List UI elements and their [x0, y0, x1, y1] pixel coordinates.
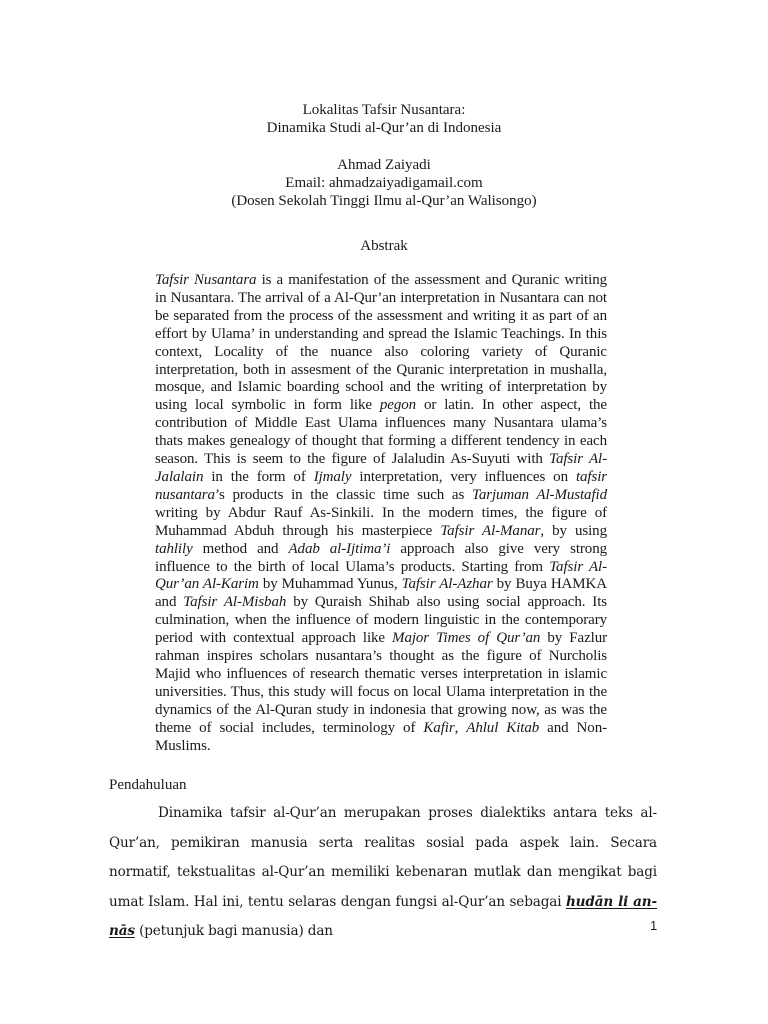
abstract-italic: tafsir nusantara — [155, 468, 608, 503]
abstract-italic: pegon — [379, 397, 417, 414]
author-affiliation: (Dosen Sekolah Tinggi Ilmu al-Qur’an Walisongo) — [231, 193, 537, 209]
abstract-text: writing by Abdur Rauf As-Sinkili. In the modern times, the figure of Muhammad Abduh through his masterpiece — [155, 504, 607, 539]
abstract-italic: Adab al-Ijtima’i — [288, 540, 391, 557]
abstract-italic: tahlily — [155, 540, 193, 557]
abstract-text: by Fazlur rahman inspires scholars nusantara’s thought as the figure of Nurcholis Majid who influences of research thematic verses interpretation in islamic universities. Thus, this study will focus on local Ulama interpretation in the dynamics of the Al-Quran study in indonesia that growing now, as was the theme of social includes, terminology of — [155, 630, 607, 736]
abstract-text: by Quraish Shihab also using social approach. Its culmination, when the influence of modern linguistic in the contemporary period with contextual approach like — [155, 594, 607, 647]
abstract-italic: Ijmaly — [313, 468, 352, 485]
abstract-italic: Tafsir Al-Misbah — [183, 594, 287, 611]
abstract-heading: Abstrak — [360, 238, 408, 254]
abstract-italic: Tafsir Al-Azhar — [401, 576, 493, 593]
abstract-text: in the form of — [203, 468, 314, 485]
intro-text: (petunjuk bagi manusia) dan — [134, 923, 333, 939]
abstract-text: by Buya HAMKA and — [155, 576, 607, 611]
abstract-italic: Kafir — [423, 719, 455, 736]
abstract-italic: Tarjuman Al-Mustafid — [471, 486, 607, 503]
abstract-text: , — [454, 719, 467, 736]
abstract-italic: Tafsir Al-Manar — [440, 522, 541, 539]
abstract-italic: Major Times of Qur’an — [392, 630, 541, 647]
title-line-1: Lokalitas Tafsir Nusantara: — [302, 102, 466, 118]
abstract-italic: Tafsir Al-Qur’an Al-Karim — [155, 558, 607, 593]
section-heading: Pendahuluan — [109, 777, 187, 793]
abstract-text: interpretation, very influences on — [351, 468, 576, 485]
abstract-italic: Tafsir Al-Jalalain — [155, 451, 607, 485]
abstract-text: approach also give very strong influence to the birth of local Ulama’s products. Starting from — [155, 540, 608, 575]
transliterated-term: hudān li an-nās — [109, 893, 657, 939]
author-email: Email: ahmadzaiyadigamail.com — [285, 175, 483, 191]
author-name: Ahmad Zaiyadi — [337, 157, 431, 173]
abstract-text: is a manifestation of the assessment and Quranic writing in Nusantara. The arrival of a Al-Qur’an interpretation in Nusantara can not be separated from the process of the assessment and writing it as part of an effort by Ulama’ in understanding and spread the Islamic Teachings. In this context, Locality of the nuance also coloring variety of Quranic interpretation, both in assesment of the Quranic interpretation in mushalla, mosque, and Islamic boarding school and the writing of interpretation by using local symbolic in form like — [155, 272, 607, 414]
abstract-text: and Non-Muslims. — [155, 719, 607, 754]
abstract-italic: Tafsir Nusantara — [155, 272, 257, 288]
abstract-text: or latin. In other aspect, the contribution of Middle East Ulama influences many Nusantara ulama’s thats makes genealogy of thought that forming a different tendency in each season. This is seem to the figure of Jalaludin As-Suyuti with — [155, 397, 607, 468]
abstract-text: ’s products in the classic time such as — [214, 486, 472, 503]
intro-text: Dinamika tafsir al-Qur’an merupakan proses dialektiks antara teks al-Qur’an, pemikiran manusia serta realitas sosial pada aspek lain. Secara normatif, tekstualitas al-Qur’an memiliki kebenaran mutlak dan mengikat bagi umat Islam. Hal ini, tentu selaras dengan fungsi al-Qur’an sebagai — [109, 805, 657, 910]
title-line-2: Dinamika Studi al-Qur’an di Indonesia — [266, 120, 502, 136]
page-number: 1 — [650, 918, 658, 933]
abstract-text: by Muhammad Yunus, — [258, 576, 402, 593]
title-block — [0, 101, 768, 210]
intro-paragraph — [109, 799, 657, 947]
abstract-text: , by using — [540, 522, 607, 539]
abstract-italic: Ahlul Kitab — [466, 719, 540, 736]
abstract-body — [155, 272, 607, 755]
abstract-paragraph — [155, 272, 607, 755]
abstract-text: method and — [192, 540, 289, 557]
introduction-body — [109, 799, 657, 947]
